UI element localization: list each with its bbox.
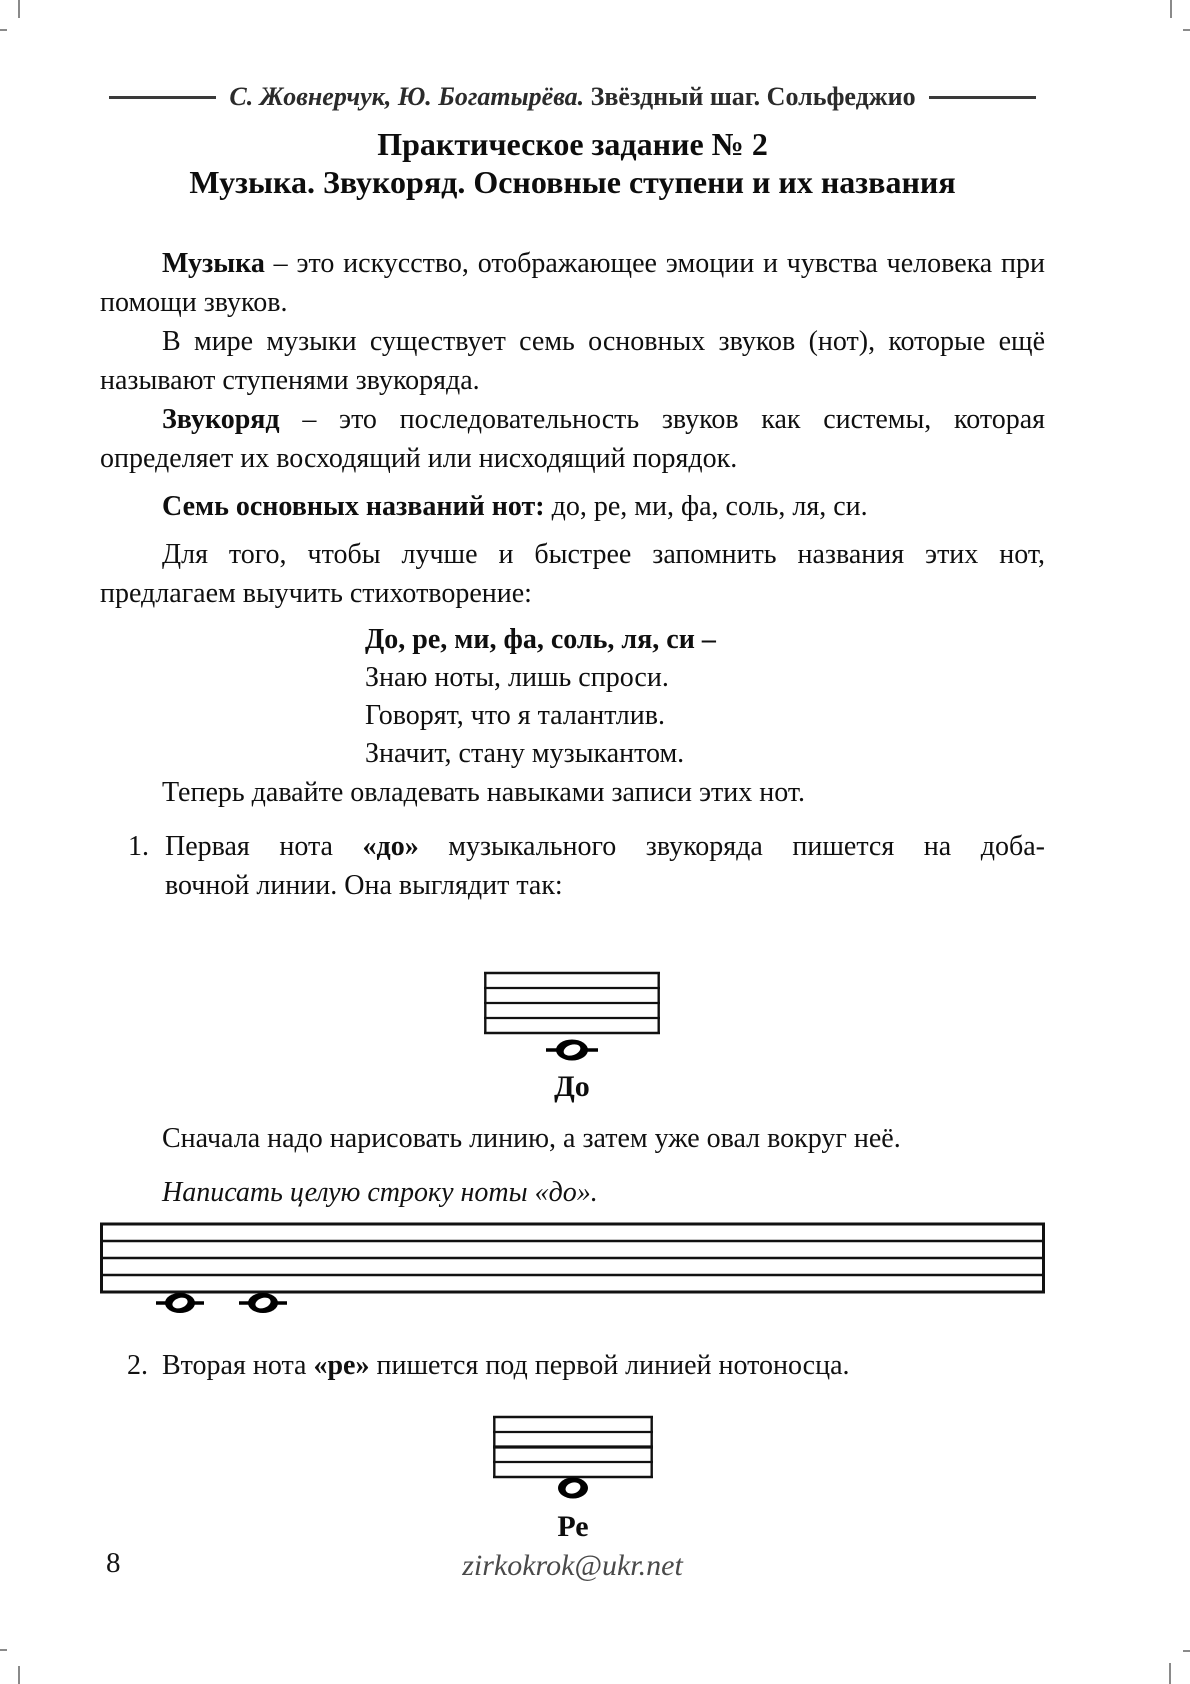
header-rule-left bbox=[109, 96, 216, 99]
term-muzyka: Музыка bbox=[162, 248, 265, 279]
paragraph-zvukoryad bbox=[100, 400, 1045, 478]
task-write-do-row bbox=[100, 1173, 1045, 1212]
header-authors: С. Жовнерчук, Ю. Богатырёва. bbox=[229, 82, 585, 111]
paragraph-v-mire: В мире музыки существует семь основных звуков (нот), которые ещё называют ступенями звукоряда. bbox=[100, 326, 1045, 396]
list-item-2-before: Вторая нота bbox=[162, 1350, 314, 1381]
term-zvukoryad: Звукоряд bbox=[162, 404, 280, 435]
paragraph-snachala-text: Сначала надо нарисовать линию, а затем уже овал вокруг неё. bbox=[162, 1123, 901, 1154]
cropmark-top-right-v bbox=[1170, 0, 1172, 18]
whole-note-re-icon bbox=[558, 1478, 588, 1499]
header-rule-right bbox=[929, 96, 1036, 99]
whole-note-do-icon bbox=[546, 1040, 598, 1061]
staff-example-do bbox=[484, 971, 660, 1104]
paragraph-muzyka-rest: – это искусство, отображающее эмоции и чувства человека при помощи звуков. bbox=[100, 248, 1045, 318]
footer-email: zirkokrok@ukr.net bbox=[462, 1549, 683, 1582]
header-text bbox=[229, 82, 915, 112]
page-title-line1: Практическое задание № 2 bbox=[377, 126, 768, 162]
list-item-1-number: 1. bbox=[128, 831, 149, 862]
note-label-do: До bbox=[554, 1070, 590, 1103]
cropmark-bottom-right-v bbox=[1169, 1663, 1171, 1684]
body-text bbox=[100, 244, 1045, 905]
poem-line-4: Значит, стану музыкантом. bbox=[365, 738, 685, 769]
cropmark-top-left-v bbox=[18, 0, 20, 18]
staff-example-re bbox=[493, 1415, 653, 1544]
task-write-do-row-text: Написать целую строку ноты «до». bbox=[162, 1177, 598, 1208]
list-item-2-after: пишется под первой линией нотоносца. bbox=[369, 1350, 850, 1381]
poem-line-3: Говорят, что я талантлив. bbox=[365, 700, 665, 731]
sample-do-notes-image bbox=[130, 1289, 320, 1319]
whole-note-sample-2-icon bbox=[239, 1293, 287, 1313]
running-header bbox=[100, 82, 1045, 112]
staff-re-image bbox=[493, 1415, 653, 1501]
list-item-1-after: музыкального звукоряда пишется на доба- bbox=[418, 831, 1046, 862]
list-item-2 bbox=[100, 1346, 1045, 1385]
list-item-1-line2: вочной линии. Она выглядит так: bbox=[165, 870, 563, 901]
note-do-inline: «до» bbox=[362, 831, 419, 862]
paragraph-sem-nazvaniy bbox=[100, 487, 1045, 526]
poem-line-2: Знаю ноты, лишь спроси. bbox=[365, 662, 669, 693]
cropmark-bottom-left-h bbox=[0, 1649, 7, 1651]
header-book-title: Звёздный шаг. Сольфеджио bbox=[590, 82, 916, 111]
practice-staff-image bbox=[100, 1222, 1045, 1294]
cropmark-bottom-right-h bbox=[1183, 1650, 1190, 1652]
whole-note-sample-1-icon bbox=[156, 1293, 204, 1313]
paragraph-zvukoryad-rest: – это последовательность звуков как системы, которая определяет их восходящий или нисходящий порядок. bbox=[100, 404, 1045, 474]
list-item-2-number: 2. bbox=[127, 1350, 148, 1381]
paragraph-sem-nazvaniy-rest: до, ре, ми, фа, соль, ля, си. bbox=[544, 491, 868, 522]
paragraph-muzyka bbox=[100, 244, 1045, 322]
list-item-1-line1 bbox=[165, 827, 1045, 866]
cropmark-top-right-h bbox=[1183, 29, 1190, 31]
poem-line-1: До, ре, ми, фа, соль, ля, си – bbox=[365, 624, 716, 655]
list-item-1 bbox=[100, 827, 1045, 905]
list-item-1-before: Первая нота bbox=[165, 831, 363, 862]
page-title-line2: Музыка. Звукоряд. Основные ступени и их названия bbox=[189, 164, 956, 200]
note-label-re: Ре bbox=[557, 1510, 589, 1543]
paragraph-dlya-togo: Для того, чтобы лучше и быстрее запомнить названия этих нот, предлагаем выучить стихотворение: bbox=[100, 539, 1045, 609]
page-number: 8 bbox=[106, 1547, 121, 1579]
term-sem-nazvaniy: Семь основных названий нот: bbox=[162, 491, 545, 522]
staff-do-image bbox=[484, 971, 660, 1063]
paragraph-teper: Теперь давайте овладевать навыками записи этих нот. bbox=[162, 777, 805, 808]
poem bbox=[365, 621, 1045, 773]
paragraph-snachala bbox=[100, 1119, 1045, 1158]
cropmark-bottom-left-v bbox=[18, 1666, 20, 1684]
cropmark-top-left-h bbox=[0, 29, 7, 31]
note-re-inline: «ре» bbox=[313, 1350, 370, 1381]
list-item-2-text bbox=[100, 1346, 1045, 1385]
